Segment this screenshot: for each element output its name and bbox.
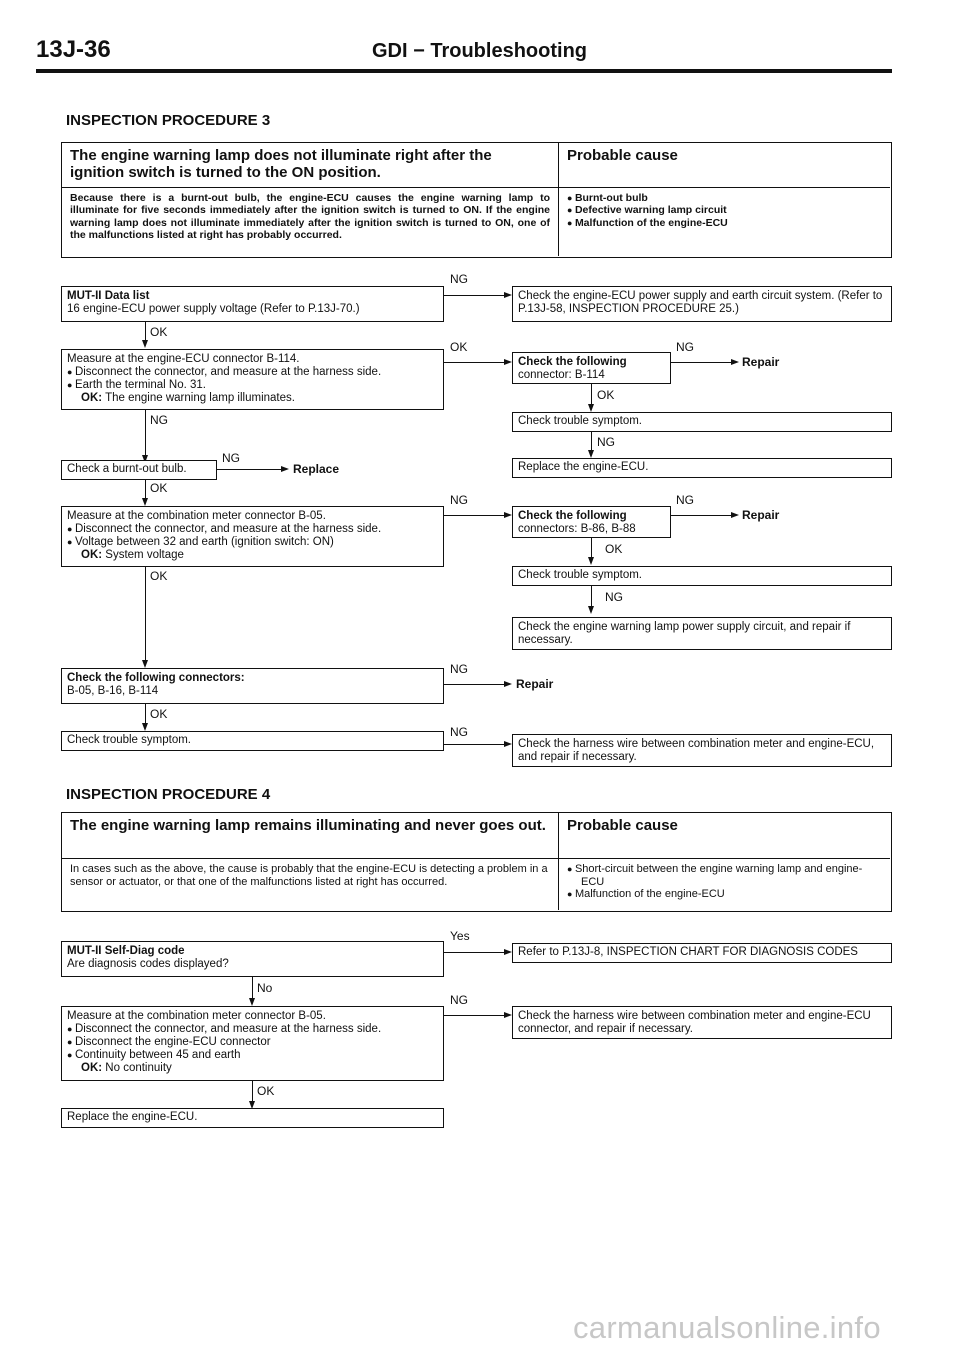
proc4-symptom-text: In cases such as the above, the cause is probably that the engine-ECU is detecting a problem in a sensor or actuator, or that one of the malfunctions listed at right has occurred. <box>62 859 559 910</box>
check-power-supply-box: Check the engine warning lamp power supply circuit, and repair if necessary. <box>512 617 892 650</box>
ok-label: OK <box>257 1084 275 1098</box>
yes-label: Yes <box>450 929 470 943</box>
ok-label: OK <box>150 325 168 339</box>
arrow-line <box>444 1015 506 1016</box>
measure-b05-continuity-box <box>61 1006 444 1081</box>
repair-label: Repair <box>742 355 780 369</box>
ok-value: The engine warning lamp illuminates. <box>105 392 295 404</box>
arrow-line <box>252 977 253 1000</box>
measure-item: ● Disconnect the engine-ECU connector <box>67 1036 438 1049</box>
cause-item: ● Defective warning lamp circuit <box>567 204 882 216</box>
arrow-head <box>588 557 594 565</box>
proc3-causes <box>559 188 890 256</box>
arrow-line <box>591 538 592 559</box>
measure-item: ● Disconnect the connector, and measure at the harness side. <box>67 1023 438 1036</box>
arrow-head <box>142 723 148 731</box>
arrow-head <box>504 292 512 298</box>
check-symptom-box: Check trouble symptom. <box>512 566 892 586</box>
mut-data-list-text: 16 engine-ECU power supply voltage (Refer to P.13J-70.) <box>67 303 360 315</box>
arrow-line <box>145 410 146 457</box>
arrow-line <box>591 384 592 406</box>
arrow-line <box>444 684 506 685</box>
measure-ok <box>67 392 438 405</box>
cause-item: ● Burnt-out bulb <box>567 192 882 204</box>
measure-item: ● Voltage between 32 and earth (ignition switch: ON) <box>67 536 438 549</box>
check-connector-title: Check the following connectors: <box>67 672 245 684</box>
ok-label: OK <box>150 707 168 721</box>
ng-label: NG <box>450 272 468 286</box>
measure-item: ● Earth the terminal No. 31. <box>67 379 438 392</box>
arrow-line <box>444 295 506 296</box>
arrow-head <box>731 512 739 518</box>
ng-label: NG <box>222 451 240 465</box>
check-connectors-b05-box <box>61 668 444 704</box>
ng-label: NG <box>450 725 468 739</box>
check-connector-b114-box <box>512 352 671 384</box>
ng-label: NG <box>450 493 468 507</box>
diagnosis-chart-box: Refer to P.13J-8, INSPECTION CHART FOR DIAGNOSIS CODES <box>512 943 892 963</box>
burnt-bulb-box: Check a burnt-out bulb. <box>61 460 217 480</box>
arrow-head <box>504 1012 512 1018</box>
check-connector-text: connectors: B-86, B-88 <box>518 523 636 535</box>
proc3-symptom-text: Because there is a burnt-out bulb, the engine-ECU causes the engine warning lamp to illuminate for five seconds immediately after the ignition switch is turned to ON. If the engine warning lamp does not illuminate immediately after the ignition switch is turned to ON, one of the malfunctions listed at right has probably occurred. <box>62 188 559 256</box>
check-connectors-b86-box <box>512 506 671 538</box>
arrow-line <box>145 322 146 342</box>
ok-label: OK <box>150 569 168 583</box>
arrow-line <box>591 586 592 608</box>
ok-key: OK: <box>81 1062 103 1074</box>
ng-label: NG <box>605 590 623 604</box>
measure-title: Measure at the combination meter connector B-05. <box>67 1010 326 1022</box>
ok-label: OK <box>597 388 615 402</box>
ng-label: NG <box>676 493 694 507</box>
arrow-head <box>588 404 594 412</box>
arrow-head <box>504 741 512 747</box>
proc3-symptom-title: The engine warning lamp does not illuminate right after the ignition switch is turned to the ON position. <box>62 143 559 188</box>
proc3-heading: INSPECTION PROCEDURE 3 <box>66 112 271 129</box>
ok-key: OK: <box>81 392 103 404</box>
measure-item: ● Continuity between 45 and earth <box>67 1049 438 1062</box>
measure-b114-title: Measure at the engine-ECU connector B-114. <box>67 353 300 365</box>
ng-label: NG <box>676 340 694 354</box>
ng-label: NG <box>450 993 468 1007</box>
arrow-head <box>142 498 148 506</box>
mut-data-list-box <box>61 286 444 322</box>
check-symptom-box: Check trouble symptom. <box>61 731 444 751</box>
arrow-line <box>591 432 592 452</box>
measure-item: ● Disconnect the connector, and measure at the harness side. <box>67 523 438 536</box>
arrow-line <box>217 469 283 470</box>
measure-ok <box>67 549 438 562</box>
arrow-line <box>671 515 733 516</box>
check-symptom-box: Check trouble symptom. <box>512 412 892 432</box>
arrow-head <box>142 660 148 668</box>
measure-item: ● Disconnect the connector, and measure at the harness side. <box>67 366 438 379</box>
mut-self-diag-box <box>61 941 444 977</box>
no-label: No <box>257 981 273 995</box>
proc4-cause-title: Probable cause <box>559 813 890 859</box>
arrow-head <box>142 340 148 348</box>
mut-self-diag-text: Are diagnosis codes displayed? <box>67 958 229 970</box>
arrow-line <box>444 744 506 745</box>
check-harness-box: Check the harness wire between combination meter and engine-ECU connector, and repair if necessary. <box>512 1006 892 1039</box>
arrow-head <box>504 359 512 365</box>
measure-b05-title: Measure at the combination meter connector B-05. <box>67 510 326 522</box>
arrow-head <box>588 450 594 458</box>
replace-label: Replace <box>293 462 340 476</box>
ok-label: OK <box>150 481 168 495</box>
cause-item: ● Short-circuit between the engine warning lamp and engine-ECU <box>567 863 882 888</box>
power-earth-box: Check the engine-ECU power supply and earth circuit system. (Refer to P.13J-58, INSPECTION PROCEDURE 25.) <box>512 286 892 322</box>
replace-ecu-box: Replace the engine-ECU. <box>512 458 892 478</box>
arrow-line <box>671 362 733 363</box>
arrow-line <box>444 952 506 953</box>
arrow-head <box>588 606 594 614</box>
check-connector-title: Check the following <box>518 510 627 522</box>
check-connector-text: connector: B-114 <box>518 369 605 381</box>
ng-label: NG <box>450 662 468 676</box>
watermark: carmanualsonline.info <box>573 1310 881 1345</box>
ng-label: NG <box>597 435 615 449</box>
repair-label: Repair <box>516 677 554 691</box>
arrow-head <box>504 949 512 955</box>
ok-key: OK: <box>81 549 103 561</box>
ok-label: OK <box>605 542 623 556</box>
check-harness-box: Check the harness wire between combination meter and engine-ECU, and repair if necessary. <box>512 734 892 767</box>
cause-item: ● Malfunction of the engine-ECU <box>567 888 882 901</box>
mut-self-diag-title: MUT-II Self-Diag code <box>67 945 185 957</box>
arrow-line <box>444 515 506 516</box>
proc4-table <box>61 812 892 912</box>
arrow-head <box>249 998 255 1006</box>
page-title: GDI − Troubleshooting <box>372 40 587 62</box>
header-rule <box>36 69 892 73</box>
measure-ok <box>67 1062 438 1075</box>
mut-data-list-title: MUT-II Data list <box>67 290 150 302</box>
arrow-head <box>281 466 289 472</box>
cause-item: ● Malfunction of the engine-ECU <box>567 217 882 229</box>
proc4-heading: INSPECTION PROCEDURE 4 <box>66 786 271 803</box>
arrow-head <box>731 359 739 365</box>
arrow-line <box>145 704 146 725</box>
ok-label: OK <box>450 340 468 354</box>
ng-label: NG <box>150 413 168 427</box>
ok-value: No continuity <box>105 1062 172 1074</box>
measure-b114-box <box>61 349 444 410</box>
arrow-line <box>145 480 146 500</box>
proc4-causes <box>559 859 890 910</box>
measure-b05-box <box>61 506 444 567</box>
proc3-table <box>61 142 892 258</box>
replace-ecu-box: Replace the engine-ECU. <box>61 1108 444 1128</box>
proc4-symptom-title: The engine warning lamp remains illuminating and never goes out. <box>62 813 559 859</box>
arrow-line <box>145 567 146 662</box>
check-connector-title: Check the following <box>518 356 627 368</box>
repair-label: Repair <box>742 508 780 522</box>
arrow-head <box>504 512 512 518</box>
proc3-cause-title: Probable cause <box>559 143 890 188</box>
check-connector-text: B-05, B-16, B-114 <box>67 685 159 697</box>
arrow-line <box>252 1081 253 1103</box>
arrow-head <box>504 681 512 687</box>
page-number: 13J-36 <box>36 36 111 63</box>
arrow-line <box>444 362 506 363</box>
ok-value: System voltage <box>105 549 184 561</box>
